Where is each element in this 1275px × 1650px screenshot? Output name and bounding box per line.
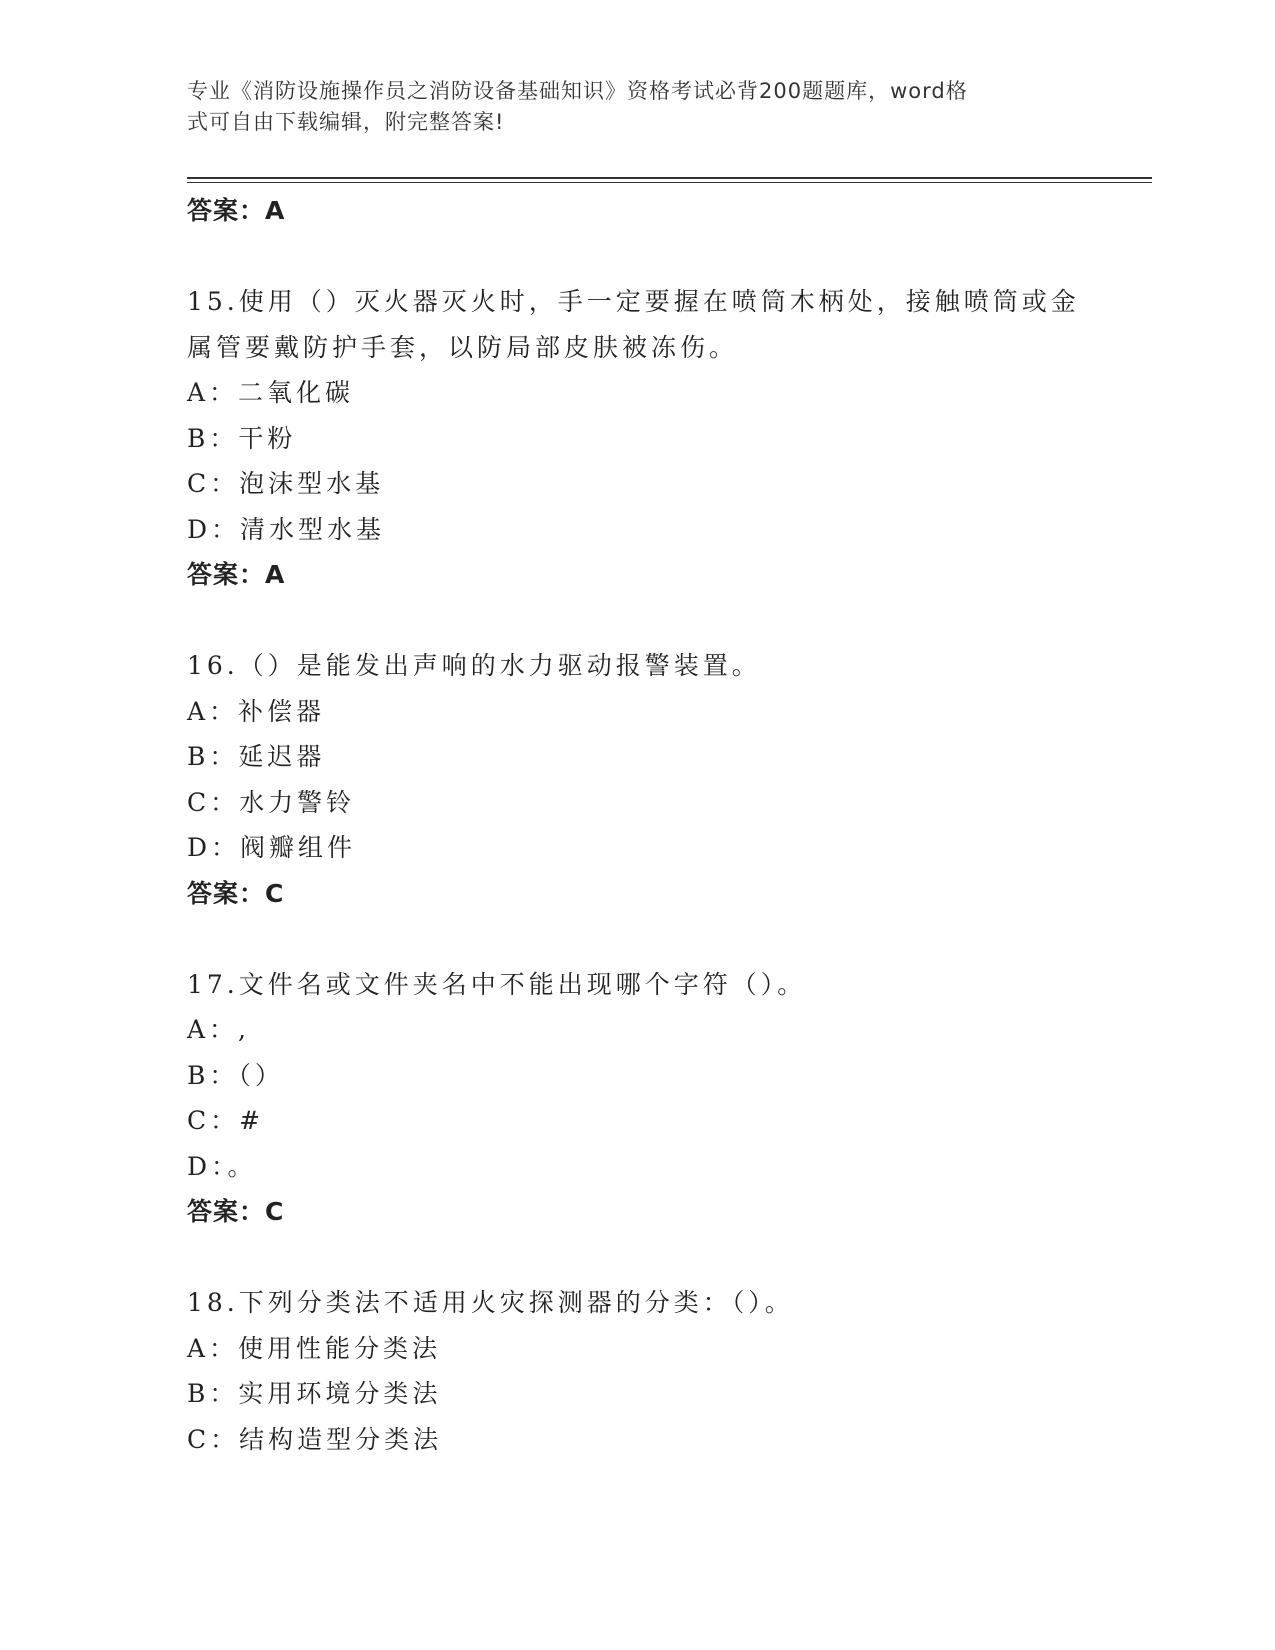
- option-a: A：使用性能分类法: [187, 1333, 442, 1363]
- question-18: [187, 1280, 1087, 1462]
- answer-line: 答案：C: [187, 1197, 285, 1226]
- option-b: B：干粉: [187, 423, 297, 453]
- option-a: A：,: [187, 1015, 251, 1044]
- question-16: [187, 643, 1087, 916]
- spacer: [187, 1235, 1087, 1281]
- question-stem-continued: 属管要戴防护手套，以防局部皮肤被冻伤。: [187, 332, 739, 362]
- header-divider-thick: [187, 177, 1152, 179]
- spacer: [187, 234, 1087, 280]
- header-divider-thin: [187, 182, 1152, 183]
- question-stem: 16.（）是能发出声响的水力驱动报警装置。: [187, 651, 761, 680]
- option-b: B：（）: [187, 1060, 284, 1090]
- option-b: B：延迟器: [187, 742, 326, 771]
- option-c: C：结构造型分类法: [187, 1424, 443, 1454]
- option-d: D：阀瓣组件: [187, 833, 357, 862]
- question-stem: 17.文件名或文件夹名中不能出现哪个字符（）。: [187, 969, 807, 999]
- question-stem: 15.使用（）灭火器灭火时，手一定要握在喷筒木柄处，接触喷筒或金: [187, 287, 1080, 316]
- question-17: [187, 962, 1087, 1235]
- spacer: [187, 598, 1087, 644]
- option-c: C：#: [187, 1106, 265, 1135]
- question-15: [187, 279, 1087, 598]
- answer-line: 答案：A: [187, 560, 286, 589]
- document-header: [187, 76, 1087, 138]
- header-line-1: 专业《消防设施操作员之消防设备基础知识》资格考试必背200题题库，word格: [187, 79, 968, 103]
- option-d: D：。: [187, 1151, 257, 1181]
- option-a: A：二氧化碳: [187, 378, 355, 407]
- option-c: C：水力警铃: [187, 787, 356, 817]
- option-b: B：实用环境分类法: [187, 1379, 442, 1408]
- spacer: [187, 916, 1087, 962]
- header-line-2: 式可自由下载编辑，附完整答案!: [187, 110, 505, 134]
- answer-line: 答案：C: [187, 878, 285, 908]
- option-d: D：清水型水基: [187, 514, 386, 544]
- question-list: [187, 188, 1087, 1462]
- option-c: C：泡沫型水基: [187, 469, 385, 498]
- question-stem: 18.下列分类法不适用火灾探测器的分类：（）。: [187, 1288, 794, 1317]
- answer-line: 答案：A: [187, 196, 286, 225]
- option-a: A：补偿器: [187, 696, 326, 726]
